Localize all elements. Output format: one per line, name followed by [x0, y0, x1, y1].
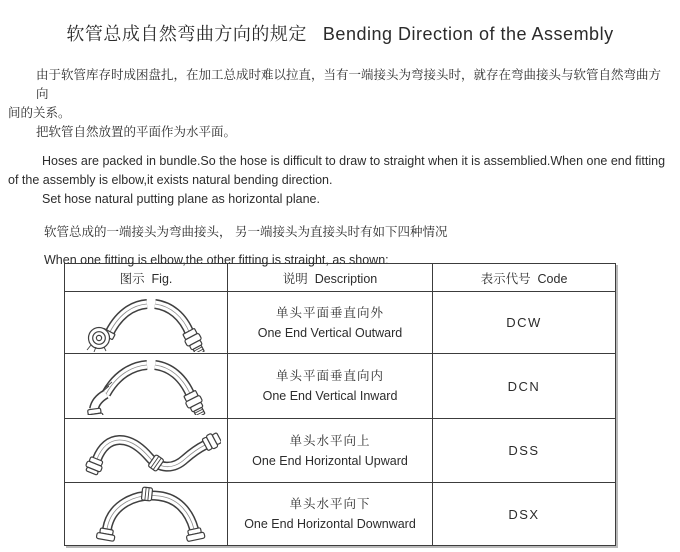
hose-arch-down-icon — [71, 485, 221, 543]
table-row — [65, 292, 616, 354]
hose-arc-elbow-outward-icon — [71, 294, 221, 352]
intro-paragraphs — [8, 66, 672, 270]
description-en: One End Horizontal Upward — [252, 453, 408, 468]
code-value: DSS — [508, 443, 540, 458]
description-en: One End Horizontal Downward — [244, 517, 416, 531]
intro-line-1: 由于软管库存时成困盘扎，在加工总成时难以拉直，当有一端接头为弯接头时，就存在弯曲接头与软管自然弯曲方向 — [36, 68, 662, 101]
figure-cell-dss — [65, 419, 228, 483]
description-zh: 单头平面垂直向外 — [275, 305, 384, 320]
table-row — [65, 419, 616, 483]
page-title — [0, 20, 680, 46]
hose-s-curve-up-icon — [71, 422, 221, 480]
intro-line-4: Hoses are packed in bundle.So the hose is difficult to draw to straight when it is assemblied.When one end fitting — [42, 154, 666, 168]
table-header-row — [65, 264, 616, 292]
code-value: DSX — [508, 506, 540, 522]
figure-cell-dsx — [65, 483, 228, 546]
header-code: 表示代号 Code — [433, 264, 616, 292]
code-value: DCW — [506, 315, 542, 330]
table-row — [65, 354, 616, 419]
code-cell — [433, 419, 616, 483]
description-en: One End Vertical Inward — [262, 389, 398, 403]
intro-line-3: 把软管自然放置的平面作为水平面。 — [36, 125, 237, 139]
hose-arc-elbow-inward-icon — [71, 357, 221, 415]
description-cell — [228, 419, 433, 483]
header-fig: 图示 Fig. — [65, 264, 228, 292]
header-desc: 说明 Description — [228, 264, 433, 292]
figure-cell-dcw — [65, 292, 228, 354]
table-row — [65, 483, 616, 546]
intro-line-7: 软管总成的一端接头为弯曲接头， 另一端接头为直接头时有如下四种情况 — [44, 225, 448, 239]
description-zh: 单头水平向下 — [289, 497, 371, 511]
page-title-en: Bending Direction of the Assembly — [322, 24, 614, 44]
code-cell — [433, 354, 616, 419]
code-cell — [433, 292, 616, 354]
intro-line-8: When one fitting is elbow,the other fitting is straight, as shown: — [44, 253, 389, 267]
code-value: DCN — [507, 378, 541, 394]
figure-cell-dcn — [65, 354, 228, 419]
intro-line-5: of the assembly is elbow,it exists natural bending direction. — [8, 173, 333, 187]
intro-line-2: 间的关系。 — [8, 106, 71, 120]
bending-direction-table — [64, 263, 616, 546]
description-zh: 单头水平向上 — [289, 433, 371, 448]
description-cell — [228, 292, 433, 354]
description-cell — [228, 354, 433, 419]
code-cell — [433, 483, 616, 546]
description-en: One End Vertical Outward — [257, 325, 403, 340]
description-zh: 单头平面垂直向内 — [275, 369, 384, 383]
intro-line-6: Set hose natural putting plane as horizontal plane. — [42, 192, 320, 206]
page-title-zh: 软管总成自然弯曲方向的规定 — [66, 24, 307, 44]
description-cell — [228, 483, 433, 546]
